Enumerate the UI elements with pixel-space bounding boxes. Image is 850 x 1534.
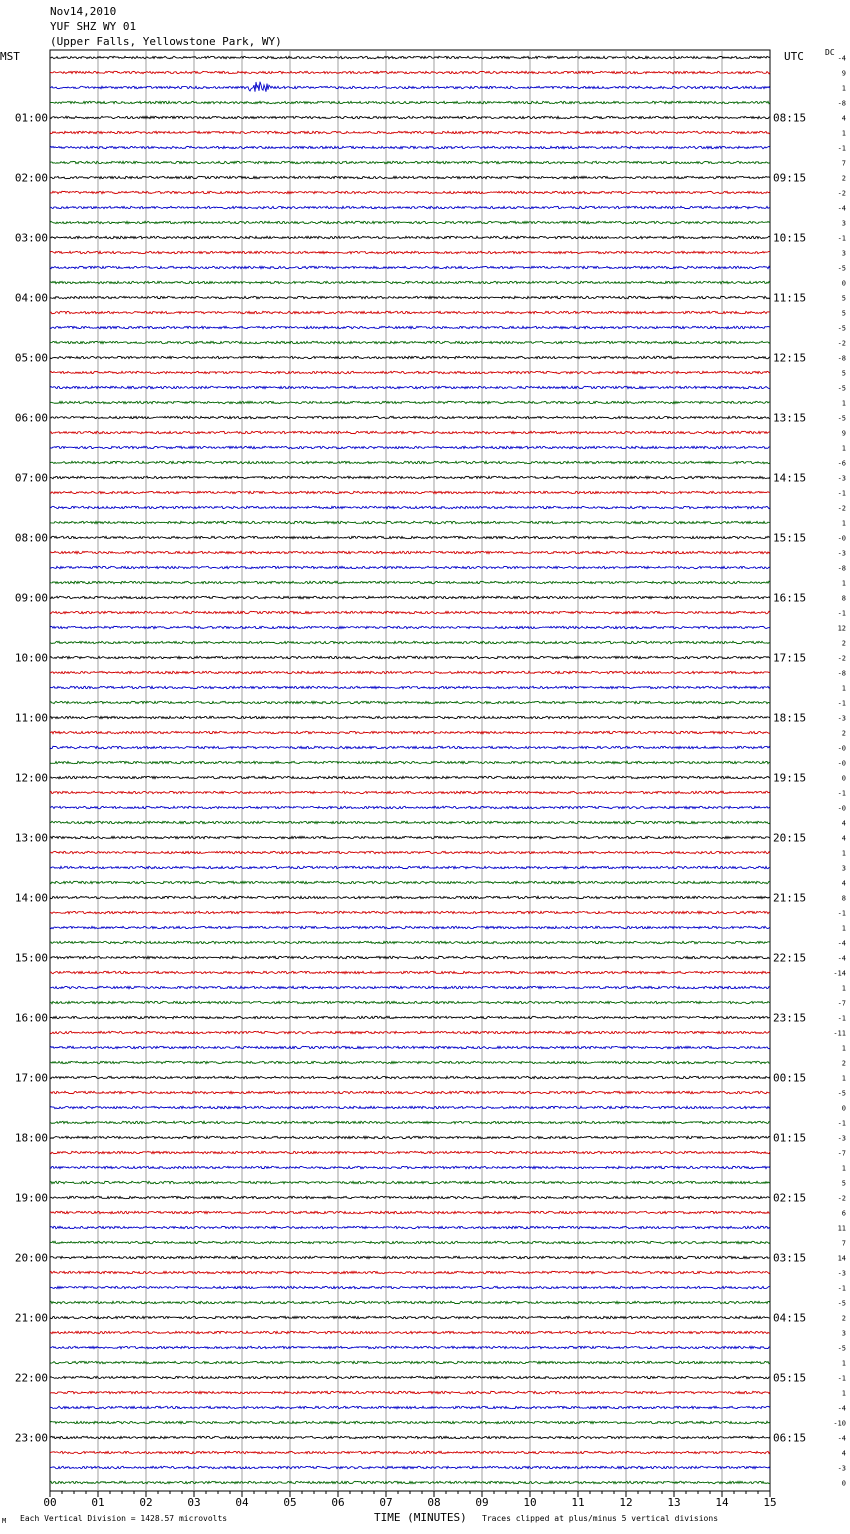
dc-offset-label: 1 — [841, 579, 846, 588]
seismic-trace — [50, 626, 770, 628]
dc-offset-label: 4 — [841, 1449, 846, 1458]
dc-offset-label: -2 — [837, 339, 846, 348]
dc-offset-label: -14 — [833, 969, 846, 978]
seismic-trace — [50, 896, 770, 898]
seismic-trace — [50, 881, 770, 883]
seismic-trace — [50, 1466, 770, 1468]
dc-offset-label: -1 — [837, 1284, 846, 1293]
utc-hour-label: 05:15 — [773, 1371, 807, 1385]
dc-offset-label: 6 — [841, 1209, 846, 1218]
local-timezone-label: MST — [0, 50, 20, 63]
utc-hour-label: 12:15 — [773, 351, 807, 365]
x-axis-title: TIME (MINUTES) — [374, 1511, 467, 1524]
dc-offset-label: 8 — [841, 894, 846, 903]
dc-offset-label: 3 — [841, 249, 846, 258]
dc-offset-label: -8 — [837, 669, 846, 678]
seismic-trace — [50, 1121, 770, 1123]
dc-offset-label: -5 — [837, 384, 846, 393]
dc-offset-label: 2 — [841, 1059, 846, 1068]
x-tick-label: 04 — [235, 1496, 249, 1509]
seismic-trace — [50, 1211, 770, 1213]
seismic-trace — [50, 116, 770, 118]
seismic-trace — [50, 476, 770, 478]
dc-offset-label: -7 — [837, 1149, 846, 1158]
dc-offset-label: 3 — [841, 219, 846, 228]
seismic-trace — [50, 611, 770, 613]
seismic-trace — [50, 1406, 770, 1408]
seismic-trace — [50, 371, 770, 373]
seismic-trace — [50, 1091, 770, 1093]
dc-offset-label: 2 — [841, 729, 846, 738]
x-tick-label: 12 — [619, 1496, 633, 1509]
dc-offset-label: 14 — [837, 1254, 846, 1263]
seismic-trace — [50, 386, 770, 388]
x-tick-label: 10 — [523, 1496, 537, 1509]
seismic-trace — [50, 1001, 770, 1003]
seismic-trace — [50, 686, 770, 688]
dc-offset-label: -5 — [837, 324, 846, 333]
local-hour-label: 10:00 — [14, 651, 48, 665]
utc-hour-label: 15:15 — [773, 531, 807, 545]
utc-hour-label: 01:15 — [773, 1131, 807, 1145]
dc-offset-label: -1 — [837, 234, 846, 243]
local-hour-label: 03:00 — [14, 231, 48, 245]
dc-offset-label: 3 — [841, 1329, 846, 1338]
dc-offset-label: -2 — [837, 504, 846, 513]
dc-offset-label: -4 — [837, 1434, 846, 1443]
seismic-trace — [50, 1226, 770, 1228]
seismic-trace — [50, 266, 770, 268]
utc-hour-label: 04:15 — [773, 1311, 807, 1325]
seismic-trace — [50, 82, 770, 92]
local-hour-label: 17:00 — [14, 1071, 48, 1085]
seismic-trace — [50, 1256, 770, 1258]
dc-offset-label: -2 — [837, 654, 846, 663]
seismic-trace — [50, 236, 770, 238]
seismic-trace — [50, 761, 770, 763]
utc-hour-label: 14:15 — [773, 471, 807, 485]
utc-timezone-label: UTC — [784, 50, 804, 63]
dc-offset-label: 0 — [841, 1104, 846, 1113]
dc-offset-label: 8 — [841, 594, 846, 603]
dc-offset-label: 9 — [841, 69, 846, 78]
seismic-trace — [50, 866, 770, 868]
seismic-trace — [50, 671, 770, 673]
seismic-trace — [50, 1361, 770, 1363]
utc-hour-label: 20:15 — [773, 831, 807, 845]
dc-offset-label: -4 — [837, 939, 846, 948]
local-hour-label: 16:00 — [14, 1011, 48, 1025]
dc-offset-label: -4 — [837, 54, 846, 63]
seismic-trace — [50, 146, 770, 148]
dc-offset-label: -3 — [837, 714, 846, 723]
dc-offset-label: 0 — [841, 1479, 846, 1488]
seismic-trace — [50, 161, 770, 163]
seismic-trace — [50, 221, 770, 223]
seismic-trace — [50, 131, 770, 133]
dc-offset-label: -1 — [837, 609, 846, 618]
x-tick-label: 02 — [139, 1496, 153, 1509]
seismic-trace — [50, 596, 770, 598]
station-location: (Upper Falls, Yellowstone Park, WY) — [50, 35, 282, 48]
seismic-trace — [50, 1481, 770, 1483]
seismic-trace — [50, 281, 770, 283]
dc-offset-label: -5 — [837, 1344, 846, 1353]
seismic-trace — [50, 521, 770, 523]
dc-offset-label: 4 — [841, 819, 846, 828]
utc-hour-label: 03:15 — [773, 1251, 807, 1265]
clip-note: Traces clipped at plus/minus 5 vertical divisions — [482, 1514, 719, 1523]
dc-offset-label: -0 — [837, 759, 846, 768]
seismic-trace — [50, 1166, 770, 1168]
dc-offset-label: -0 — [837, 804, 846, 813]
dc-offset-label: -1 — [837, 1119, 846, 1128]
dc-offset-label: 7 — [841, 159, 846, 168]
seismic-trace — [50, 791, 770, 793]
dc-offset-label: 5 — [841, 369, 846, 378]
dc-offset-header: DC — [825, 48, 835, 57]
seismic-trace — [50, 1061, 770, 1063]
dc-offset-label: 0 — [841, 774, 846, 783]
seismic-trace — [50, 1196, 770, 1198]
dc-offset-label: -1 — [837, 144, 846, 153]
seismic-trace — [50, 341, 770, 343]
dc-offset-label: -2 — [837, 189, 846, 198]
dc-offset-label: 5 — [841, 1179, 846, 1188]
seismic-trace — [50, 1286, 770, 1288]
seismic-trace — [50, 716, 770, 718]
seismic-trace — [50, 1031, 770, 1033]
x-tick-label: 07 — [379, 1496, 393, 1509]
utc-hour-label: 16:15 — [773, 591, 807, 605]
scale-note: Each Vertical Division = 1428.57 microvolts — [20, 1514, 228, 1523]
seismic-trace — [50, 1301, 770, 1303]
utc-hour-label: 23:15 — [773, 1011, 807, 1025]
dc-offset-label: -7 — [837, 999, 846, 1008]
seismic-trace — [50, 1076, 770, 1078]
dc-offset-label: 4 — [841, 879, 846, 888]
dc-offset-label: -5 — [837, 264, 846, 273]
local-hour-label: 20:00 — [14, 1251, 48, 1265]
station-code: YUF SHZ WY 01 — [50, 20, 137, 33]
seismic-trace — [50, 821, 770, 823]
seismic-trace — [50, 416, 770, 418]
dc-offset-label: -0 — [837, 534, 846, 543]
seismic-trace — [50, 1046, 770, 1048]
local-hour-label: 01:00 — [14, 111, 48, 125]
dc-offset-label: -1 — [837, 789, 846, 798]
utc-hour-label: 17:15 — [773, 651, 807, 665]
dc-offset-label: 1 — [841, 84, 846, 93]
x-tick-label: 00 — [43, 1496, 57, 1509]
dc-offset-label: -5 — [837, 1089, 846, 1098]
dc-offset-label: -1 — [837, 909, 846, 918]
dc-offset-label: 1 — [841, 1389, 846, 1398]
dc-offset-label: 11 — [837, 1224, 846, 1233]
dc-offset-label: 1 — [841, 684, 846, 693]
local-hour-label: 23:00 — [14, 1431, 48, 1445]
seismic-trace — [50, 1346, 770, 1348]
x-tick-label: 01 — [91, 1496, 105, 1509]
local-hour-label: 04:00 — [14, 291, 48, 305]
seismic-trace — [50, 311, 770, 313]
local-hour-label: 09:00 — [14, 591, 48, 605]
plot-date: Nov14,2010 — [50, 5, 117, 18]
dc-offset-label: 2 — [841, 639, 846, 648]
utc-hour-label: 08:15 — [773, 111, 807, 125]
seismic-trace — [50, 401, 770, 403]
seismic-trace — [50, 296, 770, 298]
seismic-trace — [50, 836, 770, 838]
local-hour-label: 19:00 — [14, 1191, 48, 1205]
seismic-trace — [50, 191, 770, 193]
seismic-trace — [50, 971, 770, 973]
dc-offset-label: 5 — [841, 309, 846, 318]
dc-offset-label: 4 — [841, 834, 846, 843]
seismic-trace — [50, 461, 770, 463]
seismic-trace — [50, 1271, 770, 1273]
dc-offset-label: 5 — [841, 294, 846, 303]
dc-offset-label: -11 — [833, 1029, 846, 1038]
seismic-trace — [50, 1451, 770, 1453]
dc-offset-label: -8 — [837, 99, 846, 108]
dc-offset-label: 3 — [841, 864, 846, 873]
local-hour-label: 18:00 — [14, 1131, 48, 1145]
seismic-trace — [50, 1136, 770, 1138]
dc-offset-label: 1 — [841, 519, 846, 528]
local-hour-label: 05:00 — [14, 351, 48, 365]
local-hour-label: 02:00 — [14, 171, 48, 185]
seismic-trace — [50, 746, 770, 748]
dc-offset-label: 1 — [841, 1044, 846, 1053]
dc-offset-label: -5 — [837, 414, 846, 423]
x-tick-label: 13 — [667, 1496, 681, 1509]
footer-mark: M — [2, 1517, 7, 1525]
dc-offset-label: -5 — [837, 1299, 846, 1308]
seismic-trace — [50, 536, 770, 538]
dc-offset-label: 4 — [841, 114, 846, 123]
utc-hour-label: 06:15 — [773, 1431, 807, 1445]
local-hour-label: 12:00 — [14, 771, 48, 785]
seismic-trace — [50, 446, 770, 448]
dc-offset-label: 1 — [841, 399, 846, 408]
utc-hour-label: 02:15 — [773, 1191, 807, 1205]
seismic-trace — [50, 911, 770, 913]
x-tick-label: 05 — [283, 1496, 297, 1509]
utc-hour-label: 00:15 — [773, 1071, 807, 1085]
local-hour-label: 06:00 — [14, 411, 48, 425]
seismic-trace — [50, 1376, 770, 1378]
dc-offset-label: -1 — [837, 699, 846, 708]
local-hour-label: 13:00 — [14, 831, 48, 845]
seismic-trace — [50, 1016, 770, 1018]
dc-offset-label: 2 — [841, 174, 846, 183]
utc-hour-label: 19:15 — [773, 771, 807, 785]
dc-offset-label: -1 — [837, 1374, 846, 1383]
seismic-trace — [50, 956, 770, 958]
dc-offset-label: -2 — [837, 1194, 846, 1203]
utc-hour-label: 11:15 — [773, 291, 807, 305]
seismic-trace — [50, 731, 770, 733]
dc-offset-label: -3 — [837, 474, 846, 483]
x-tick-label: 03 — [187, 1496, 201, 1509]
x-tick-label: 08 — [427, 1496, 441, 1509]
seismic-trace — [50, 986, 770, 988]
local-hour-label: 22:00 — [14, 1371, 48, 1385]
seismic-trace — [50, 1316, 770, 1318]
dc-offset-label: -4 — [837, 1404, 846, 1413]
dc-offset-label: 1 — [841, 849, 846, 858]
utc-hour-label: 10:15 — [773, 231, 807, 245]
dc-offset-label: -1 — [837, 489, 846, 498]
seismic-trace — [50, 1106, 770, 1108]
utc-hour-label: 13:15 — [773, 411, 807, 425]
dc-offset-label: 1 — [841, 1074, 846, 1083]
seismic-trace — [50, 431, 770, 433]
dc-offset-label: 1 — [841, 444, 846, 453]
utc-hour-label: 21:15 — [773, 891, 807, 905]
seismic-trace — [50, 1181, 770, 1183]
local-hour-label: 15:00 — [14, 951, 48, 965]
x-tick-label: 14 — [715, 1496, 729, 1509]
seismic-trace — [50, 656, 770, 658]
local-hour-label: 11:00 — [14, 711, 48, 725]
dc-offset-label: 0 — [841, 279, 846, 288]
local-hour-label: 14:00 — [14, 891, 48, 905]
seismic-trace — [50, 1241, 770, 1243]
dc-offset-label: 1 — [841, 984, 846, 993]
dc-offset-label: -3 — [837, 1134, 846, 1143]
seismic-trace — [50, 71, 770, 73]
dc-offset-label: -3 — [837, 1464, 846, 1473]
seismic-trace — [50, 926, 770, 928]
dc-offset-label: -1 — [837, 1014, 846, 1023]
seismic-trace — [50, 551, 770, 553]
dc-offset-label: 9 — [841, 429, 846, 438]
x-tick-label: 15 — [763, 1496, 777, 1509]
dc-offset-label: -8 — [837, 564, 846, 573]
dc-offset-label: -8 — [837, 354, 846, 363]
dc-offset-label: 1 — [841, 924, 846, 933]
local-hour-label: 08:00 — [14, 531, 48, 545]
seismic-trace — [50, 1391, 770, 1393]
utc-hour-label: 09:15 — [773, 171, 807, 185]
utc-hour-label: 18:15 — [773, 711, 807, 725]
seismic-trace — [50, 356, 770, 358]
seismic-trace — [50, 776, 770, 778]
seismic-trace — [50, 1151, 770, 1153]
seismic-trace — [50, 806, 770, 808]
local-hour-label: 21:00 — [14, 1311, 48, 1325]
dc-offset-label: -3 — [837, 549, 846, 558]
seismic-trace — [50, 851, 770, 853]
local-hour-label: 07:00 — [14, 471, 48, 485]
seismic-trace — [50, 566, 770, 568]
dc-offset-label: -0 — [837, 744, 846, 753]
seismic-trace — [50, 56, 770, 58]
seismic-trace — [50, 701, 770, 703]
seismic-trace — [50, 581, 770, 583]
seismic-trace — [50, 176, 770, 178]
dc-offset-label: 12 — [837, 624, 846, 633]
seismic-trace — [50, 1436, 770, 1438]
utc-hour-label: 22:15 — [773, 951, 807, 965]
x-tick-label: 06 — [331, 1496, 345, 1509]
dc-offset-label: 1 — [841, 1164, 846, 1173]
seismic-trace — [50, 1421, 770, 1423]
seismic-trace — [50, 506, 770, 508]
dc-offset-label: -6 — [837, 459, 846, 468]
seismic-trace — [50, 941, 770, 943]
seismic-trace — [50, 101, 770, 103]
dc-offset-label: -4 — [837, 954, 846, 963]
x-tick-label: 11 — [571, 1496, 585, 1509]
dc-offset-label: -3 — [837, 1269, 846, 1278]
seismic-trace — [50, 326, 770, 328]
seismic-trace — [50, 491, 770, 493]
dc-offset-label: 2 — [841, 1314, 846, 1323]
dc-offset-label: -4 — [837, 204, 846, 213]
x-tick-label: 09 — [475, 1496, 489, 1509]
seismic-trace — [50, 206, 770, 208]
seismic-trace — [50, 641, 770, 643]
seismic-trace — [50, 1331, 770, 1333]
dc-offset-label: -10 — [833, 1419, 846, 1428]
dc-offset-label: 1 — [841, 1359, 846, 1368]
dc-offset-label: 7 — [841, 1239, 846, 1248]
seismic-trace — [50, 251, 770, 253]
dc-offset-label: 1 — [841, 129, 846, 138]
